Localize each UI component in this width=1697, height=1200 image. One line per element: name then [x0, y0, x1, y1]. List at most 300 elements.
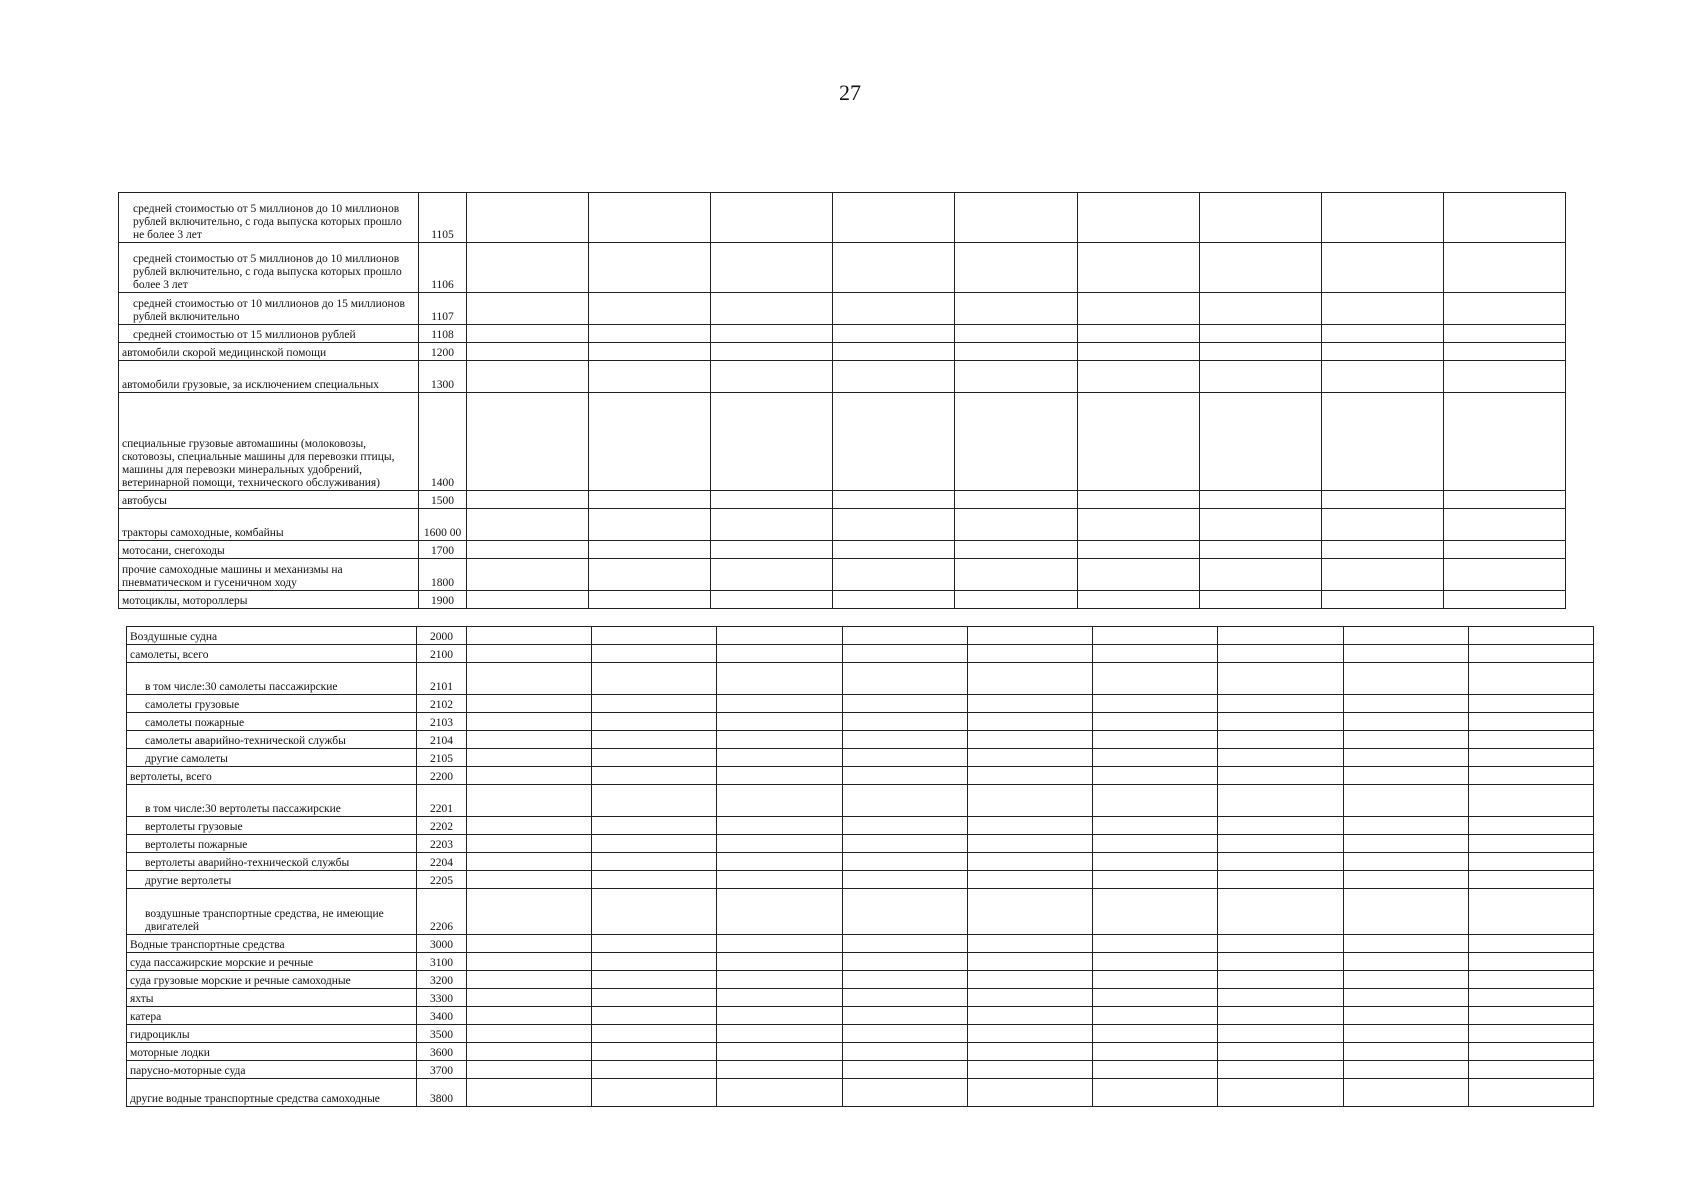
value-cell: [967, 953, 1092, 971]
value-cell: [592, 713, 717, 731]
value-cell: [1343, 767, 1468, 785]
value-cell: [1443, 343, 1565, 361]
value-cell: [833, 361, 955, 393]
value-cell: [592, 953, 717, 971]
value-cell: [467, 663, 592, 695]
row-name: воздушные транспортные средства, не имеющие двигателей: [127, 889, 417, 935]
value-cell: [1343, 663, 1468, 695]
row-code: 3500: [417, 1025, 467, 1043]
value-cell: [589, 193, 711, 243]
value-cell: [1077, 193, 1199, 243]
value-cell: [967, 1025, 1092, 1043]
value-cell: [711, 343, 833, 361]
table-row: [127, 713, 1594, 731]
value-cell: [833, 491, 955, 509]
value-cell: [1468, 871, 1593, 889]
value-cell: [1093, 767, 1218, 785]
value-cell: [967, 853, 1092, 871]
value-cell: [1093, 853, 1218, 871]
table-row: [119, 325, 1566, 343]
row-code: 1106: [419, 243, 467, 293]
value-cell: [842, 1043, 967, 1061]
value-cell: [592, 645, 717, 663]
value-cell: [467, 731, 592, 749]
value-cell: [589, 491, 711, 509]
row-code: 3100: [417, 953, 467, 971]
value-cell: [1468, 1061, 1593, 1079]
row-code: 2200: [417, 767, 467, 785]
value-cell: [717, 835, 842, 853]
value-cell: [1218, 971, 1343, 989]
value-cell: [967, 835, 1092, 853]
value-cell: [842, 835, 967, 853]
value-cell: [1093, 627, 1218, 645]
value-cell: [1093, 835, 1218, 853]
value-cell: [717, 1079, 842, 1107]
value-cell: [1321, 559, 1443, 591]
value-cell: [1199, 193, 1321, 243]
value-cell: [717, 889, 842, 935]
value-cell: [1343, 1079, 1468, 1107]
row-name: другие вертолеты: [127, 871, 417, 889]
value-cell: [467, 1007, 592, 1025]
value-cell: [1199, 325, 1321, 343]
value-cell: [967, 1079, 1092, 1107]
value-cell: [717, 1061, 842, 1079]
value-cell: [1343, 871, 1468, 889]
row-name: яхты: [127, 989, 417, 1007]
value-cell: [467, 1061, 592, 1079]
value-cell: [967, 767, 1092, 785]
row-name: средней стоимостью от 15 миллионов рублей: [119, 325, 419, 343]
value-cell: [955, 541, 1077, 559]
value-cell: [467, 541, 589, 559]
value-cell: [589, 559, 711, 591]
value-cell: [842, 953, 967, 971]
row-name: средней стоимостью от 5 миллионов до 10 миллионов рублей включительно, с года выпуска которых прошло не более 3 лет: [119, 193, 419, 243]
value-cell: [717, 645, 842, 663]
value-cell: [1093, 817, 1218, 835]
table-row: [119, 243, 1566, 293]
row-code: 2204: [417, 853, 467, 871]
value-cell: [833, 343, 955, 361]
value-cell: [1343, 889, 1468, 935]
value-cell: [1443, 361, 1565, 393]
value-cell: [967, 817, 1092, 835]
row-name: самолеты аварийно-технической службы: [127, 731, 417, 749]
value-cell: [833, 293, 955, 325]
value-cell: [717, 713, 842, 731]
value-cell: [1093, 1061, 1218, 1079]
value-cell: [467, 835, 592, 853]
row-code: 2104: [417, 731, 467, 749]
table-row: [127, 785, 1594, 817]
value-cell: [592, 853, 717, 871]
value-cell: [467, 785, 592, 817]
value-cell: [467, 509, 589, 541]
value-cell: [955, 559, 1077, 591]
table-row: [119, 559, 1566, 591]
value-cell: [833, 193, 955, 243]
value-cell: [467, 361, 589, 393]
value-cell: [1468, 1079, 1593, 1107]
page-number: 27: [839, 80, 861, 105]
value-cell: [467, 243, 589, 293]
value-cell: [1443, 243, 1565, 293]
row-name: суда грузовые морские и речные самоходные: [127, 971, 417, 989]
value-cell: [467, 293, 589, 325]
row-name: вертолеты, всего: [127, 767, 417, 785]
value-cell: [1468, 953, 1593, 971]
value-cell: [842, 1025, 967, 1043]
value-cell: [1343, 1043, 1468, 1061]
value-cell: [592, 871, 717, 889]
value-cell: [1218, 1043, 1343, 1061]
row-code: 1107: [419, 293, 467, 325]
value-cell: [467, 627, 592, 645]
row-name: другие самолеты: [127, 749, 417, 767]
value-cell: [842, 871, 967, 889]
value-cell: [711, 509, 833, 541]
value-cell: [967, 785, 1092, 817]
value-cell: [717, 695, 842, 713]
value-cell: [717, 1007, 842, 1025]
value-cell: [1343, 713, 1468, 731]
value-cell: [1077, 509, 1199, 541]
row-code: 1800: [419, 559, 467, 591]
value-cell: [955, 509, 1077, 541]
value-cell: [1468, 713, 1593, 731]
value-cell: [1199, 293, 1321, 325]
value-cell: [711, 325, 833, 343]
table-row: [127, 935, 1594, 953]
value-cell: [1468, 1043, 1593, 1061]
value-cell: [833, 509, 955, 541]
row-name: тракторы самоходные, комбайны: [119, 509, 419, 541]
value-cell: [717, 1025, 842, 1043]
value-cell: [711, 491, 833, 509]
value-cell: [1093, 695, 1218, 713]
value-cell: [1343, 971, 1468, 989]
value-cell: [467, 645, 592, 663]
value-cell: [1093, 989, 1218, 1007]
value-cell: [1093, 953, 1218, 971]
value-cell: [1199, 491, 1321, 509]
value-cell: [967, 695, 1092, 713]
value-cell: [1218, 627, 1343, 645]
value-cell: [589, 591, 711, 609]
value-cell: [1218, 1079, 1343, 1107]
value-cell: [711, 243, 833, 293]
value-cell: [467, 193, 589, 243]
row-name: мотоциклы, мотороллеры: [119, 591, 419, 609]
row-code: 3200: [417, 971, 467, 989]
value-cell: [592, 1007, 717, 1025]
value-cell: [589, 343, 711, 361]
row-name: средней стоимостью от 5 миллионов до 10 миллионов рублей включительно, с года выпуска которых прошло более 3 лет: [119, 243, 419, 293]
row-name: в том числе:30 самолеты пассажирские: [127, 663, 417, 695]
row-name: специальные грузовые автомашины (молоковозы, скотовозы, специальные машины для перевозки птицы, машины для перевозки минеральных удобрений, ветеринарной помощи, технического обслуживания): [119, 393, 419, 491]
row-code: 2100: [417, 645, 467, 663]
value-cell: [955, 491, 1077, 509]
table-row: [127, 1025, 1594, 1043]
table-row: [127, 1043, 1594, 1061]
value-cell: [955, 193, 1077, 243]
value-cell: [967, 645, 1092, 663]
value-cell: [467, 325, 589, 343]
value-cell: [1093, 645, 1218, 663]
value-cell: [1468, 731, 1593, 749]
value-cell: [1218, 767, 1343, 785]
value-cell: [1077, 361, 1199, 393]
value-cell: [1343, 853, 1468, 871]
value-cell: [1077, 559, 1199, 591]
value-cell: [1218, 953, 1343, 971]
row-code: 2202: [417, 817, 467, 835]
table-row: [127, 627, 1594, 645]
value-cell: [1443, 393, 1565, 491]
value-cell: [1077, 541, 1199, 559]
table-row: [127, 1061, 1594, 1079]
value-cell: [1093, 713, 1218, 731]
value-cell: [1077, 243, 1199, 293]
value-cell: [1321, 509, 1443, 541]
value-cell: [1199, 393, 1321, 491]
value-cell: [1343, 1007, 1468, 1025]
row-name: вертолеты пожарные: [127, 835, 417, 853]
value-cell: [592, 1061, 717, 1079]
row-name: средней стоимостью от 10 миллионов до 15 миллионов рублей включительно: [119, 293, 419, 325]
value-cell: [842, 767, 967, 785]
table-row: [127, 971, 1594, 989]
table-row: [119, 541, 1566, 559]
table-row: [127, 817, 1594, 835]
value-cell: [842, 645, 967, 663]
row-code: 1200: [419, 343, 467, 361]
value-cell: [1468, 627, 1593, 645]
value-cell: [467, 559, 589, 591]
value-cell: [967, 871, 1092, 889]
value-cell: [592, 767, 717, 785]
value-cell: [1321, 343, 1443, 361]
value-cell: [467, 935, 592, 953]
vehicles-table-upper-body: [119, 193, 1566, 609]
value-cell: [717, 989, 842, 1007]
value-cell: [1093, 785, 1218, 817]
value-cell: [467, 491, 589, 509]
value-cell: [1343, 749, 1468, 767]
value-cell: [842, 889, 967, 935]
value-cell: [1218, 935, 1343, 953]
table-row: [119, 591, 1566, 609]
value-cell: [967, 731, 1092, 749]
row-name: Водные транспортные средства: [127, 935, 417, 953]
value-cell: [1093, 971, 1218, 989]
value-cell: [1468, 853, 1593, 871]
value-cell: [842, 935, 967, 953]
value-cell: [842, 817, 967, 835]
row-name: вертолеты аварийно-технической службы: [127, 853, 417, 871]
value-cell: [467, 591, 589, 609]
value-cell: [717, 785, 842, 817]
table-row: [127, 731, 1594, 749]
value-cell: [592, 935, 717, 953]
value-cell: [1321, 393, 1443, 491]
value-cell: [967, 749, 1092, 767]
value-cell: [1199, 559, 1321, 591]
row-code: 2201: [417, 785, 467, 817]
value-cell: [842, 989, 967, 1007]
value-cell: [967, 971, 1092, 989]
value-cell: [955, 393, 1077, 491]
value-cell: [1468, 785, 1593, 817]
row-name: другие водные транспортные средства самоходные: [127, 1079, 417, 1107]
value-cell: [833, 541, 955, 559]
value-cell: [467, 695, 592, 713]
value-cell: [833, 591, 955, 609]
row-code: 2205: [417, 871, 467, 889]
value-cell: [717, 749, 842, 767]
value-cell: [717, 767, 842, 785]
value-cell: [833, 243, 955, 293]
value-cell: [1218, 645, 1343, 663]
table-row: [127, 1007, 1594, 1025]
value-cell: [1218, 785, 1343, 817]
value-cell: [1343, 731, 1468, 749]
value-cell: [1218, 989, 1343, 1007]
row-code: 2206: [417, 889, 467, 935]
row-name: моторные лодки: [127, 1043, 417, 1061]
value-cell: [842, 971, 967, 989]
value-cell: [1218, 663, 1343, 695]
value-cell: [1218, 1025, 1343, 1043]
value-cell: [1199, 343, 1321, 361]
value-cell: [1218, 749, 1343, 767]
table-row: [127, 989, 1594, 1007]
value-cell: [589, 293, 711, 325]
value-cell: [717, 853, 842, 871]
value-cell: [842, 749, 967, 767]
value-cell: [842, 695, 967, 713]
value-cell: [1468, 1007, 1593, 1025]
value-cell: [955, 243, 1077, 293]
value-cell: [592, 785, 717, 817]
value-cell: [1443, 591, 1565, 609]
row-code: 1400: [419, 393, 467, 491]
row-name: самолеты пожарные: [127, 713, 417, 731]
value-cell: [955, 591, 1077, 609]
value-cell: [1199, 541, 1321, 559]
value-cell: [592, 731, 717, 749]
value-cell: [467, 989, 592, 1007]
value-cell: [711, 591, 833, 609]
value-cell: [1077, 393, 1199, 491]
value-cell: [1218, 731, 1343, 749]
value-cell: [467, 1079, 592, 1107]
table-row: [127, 767, 1594, 785]
value-cell: [842, 731, 967, 749]
row-name: автомобили скорой медицинской помощи: [119, 343, 419, 361]
value-cell: [467, 749, 592, 767]
value-cell: [589, 509, 711, 541]
value-cell: [1443, 491, 1565, 509]
row-name: прочие самоходные машины и механизмы на пневматическом и гусеничном ходу: [119, 559, 419, 591]
value-cell: [1343, 835, 1468, 853]
value-cell: [1343, 953, 1468, 971]
value-cell: [467, 1043, 592, 1061]
value-cell: [967, 889, 1092, 935]
value-cell: [711, 193, 833, 243]
value-cell: [842, 785, 967, 817]
value-cell: [1443, 509, 1565, 541]
value-cell: [833, 393, 955, 491]
value-cell: [711, 559, 833, 591]
value-cell: [1343, 1061, 1468, 1079]
value-cell: [1093, 889, 1218, 935]
value-cell: [955, 343, 1077, 361]
value-cell: [1468, 663, 1593, 695]
row-code: 1700: [419, 541, 467, 559]
row-code: 1900: [419, 591, 467, 609]
value-cell: [589, 541, 711, 559]
row-code: 1500: [419, 491, 467, 509]
value-cell: [1218, 1061, 1343, 1079]
value-cell: [842, 1079, 967, 1107]
value-cell: [1343, 695, 1468, 713]
value-cell: [1218, 871, 1343, 889]
value-cell: [592, 695, 717, 713]
row-name: в том числе:30 вертолеты пассажирские: [127, 785, 417, 817]
value-cell: [1321, 591, 1443, 609]
value-cell: [967, 627, 1092, 645]
row-name: Воздушные судна: [127, 627, 417, 645]
value-cell: [1093, 1079, 1218, 1107]
value-cell: [1077, 325, 1199, 343]
value-cell: [717, 817, 842, 835]
value-cell: [1321, 243, 1443, 293]
row-code: 1108: [419, 325, 467, 343]
value-cell: [592, 1025, 717, 1043]
value-cell: [1093, 1025, 1218, 1043]
value-cell: [833, 559, 955, 591]
value-cell: [1468, 989, 1593, 1007]
table-row: [119, 509, 1566, 541]
value-cell: [1468, 767, 1593, 785]
table-row: [127, 853, 1594, 871]
value-cell: [1443, 559, 1565, 591]
table-row: [119, 293, 1566, 325]
value-cell: [967, 1007, 1092, 1025]
row-name: гидроциклы: [127, 1025, 417, 1043]
value-cell: [1468, 749, 1593, 767]
table-row: [119, 343, 1566, 361]
value-cell: [467, 1025, 592, 1043]
value-cell: [711, 293, 833, 325]
row-name: катера: [127, 1007, 417, 1025]
row-code: 1300: [419, 361, 467, 393]
value-cell: [1468, 971, 1593, 989]
row-code: 3400: [417, 1007, 467, 1025]
value-cell: [592, 663, 717, 695]
value-cell: [1321, 491, 1443, 509]
value-cell: [1077, 491, 1199, 509]
row-code: 3000: [417, 935, 467, 953]
value-cell: [467, 853, 592, 871]
value-cell: [467, 871, 592, 889]
row-name: парусно-моторные суда: [127, 1061, 417, 1079]
value-cell: [592, 1079, 717, 1107]
value-cell: [1468, 817, 1593, 835]
